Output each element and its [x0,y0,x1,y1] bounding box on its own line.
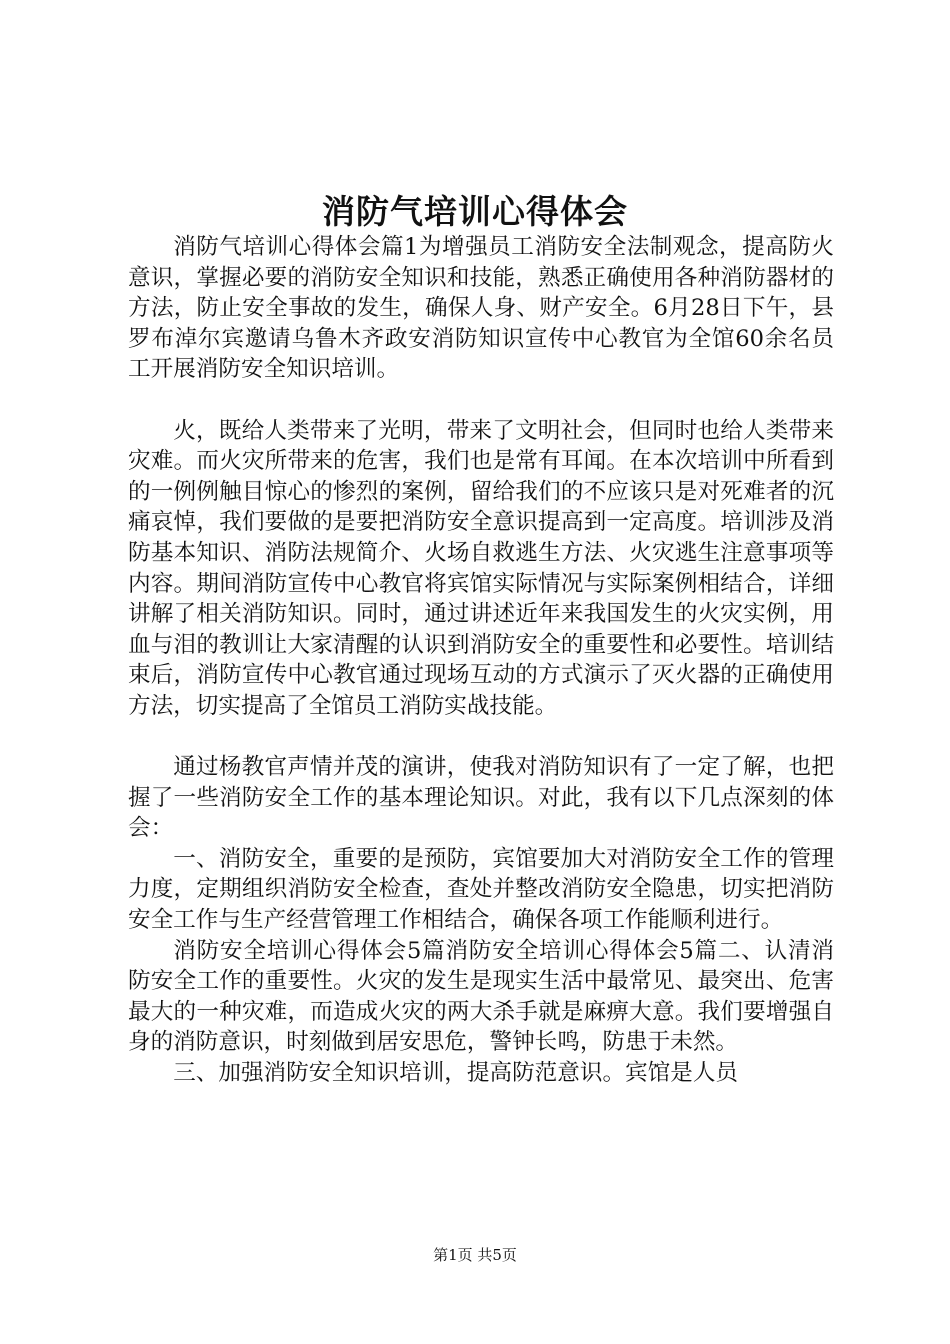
paragraph-reflection: 通过杨教官声情并茂的演讲，使我对消防知识有了一定了解，也把握了一些消防安全工作的基本理论知识。对此，我有以下几点深刻的体会： [128,754,834,842]
document-body [128,232,834,1089]
paragraph-fire-hazard: 火，既给人类带来了光明，带来了文明社会，但同时也给人类带来灾难。而火灾所带来的危害，我们也是常有耳闻。在本次培训中所看到的一例例触目惊心的惨烈的案例，留给我们的不应该只是对死难者的沉痛哀悼，我们要做的是要把消防安全意识提高到一定高度。培训涉及消防基本知识、消防法规简介、火场自救逃生方法、火灾逃生注意事项等内容。期间消防宣传中心教官将宾馆实际情况与实际案例相结合，详细讲解了相关消防知识。同时，通过讲述近年来我国发生的火灾实例，用血与泪的教训让大家清醒的认识到消防安全的重要性和必要性。培训结束后，消防宣传中心教官通过现场互动的方式演示了灭火器的正确使用方法，切实提高了全馆员工消防实战技能。 [128,417,834,719]
paragraph-point-one: 一、消防安全，重要的是预防，宾馆要加大对消防安全工作的管理力度，定期组织消防安全检查，查处并整改消防安全隐患，切实把消防安全工作与生产经营管理工作相结合，确保各项工作能顺利进行。 [128,845,834,934]
paragraph-point-three: 三、加强消防安全知识培训，提高防范意识。宾馆是人员 [173,1060,739,1087]
paragraph-intro: 消防气培训心得体会篇1为增强员工消防安全法制观念，提高防火意识，掌握必要的消防安全知识和技能，熟悉正确使用各种消防器材的方法，防止安全事故的发生，确保人身、财产安全。6月28日下午，县罗布淖尔宾邀请乌鲁木齐政安消防知识宣传中心教官为全馆60余名员工开展消防安全知识培训。 [128,234,834,383]
page-number-footer: 第1页 共5页 [433,1246,517,1264]
paragraph-point-two: 消防安全培训心得体会5篇消防安全培训心得体会5篇二、认清消防安全工作的重要性。火灾的发生是现实生活中最常见、最突出、危害最大的一种灾难，而造成火灾的两大杀手就是麻痹大意。我们要增强自身的消防意识，时刻做到居安思危，警钟长鸣，防患于未然。 [128,937,834,1056]
page-title: 消防气培训心得体会 [322,192,628,231]
